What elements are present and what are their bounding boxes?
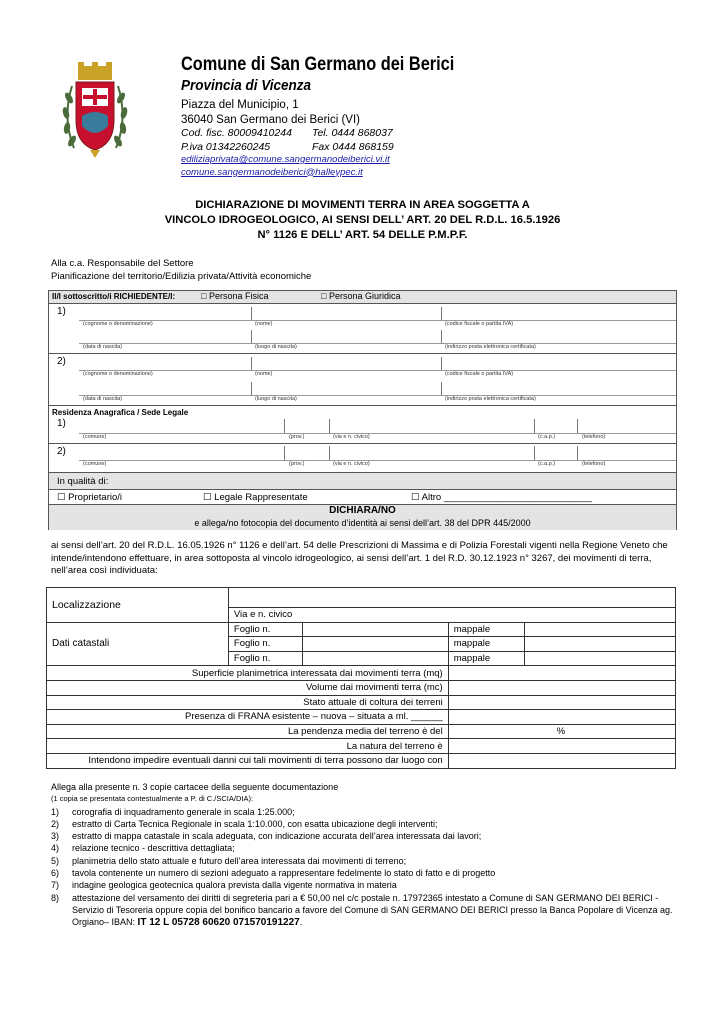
- coltura-label: Stato attuale di coltura dei terreni: [47, 695, 449, 710]
- field-telefono-1[interactable]: (telefono): [582, 434, 606, 440]
- recipient: [51, 258, 311, 283]
- list-item: 8) attestazione del versamento dei diritti di segreteria pari a € 50,00 nel c/c postale n. 17972365 intestato a Comune di SAN GERMANO DEI BERICI - Servizio di Tesoreria oppure copia del bonifico bancario a favore del Comune di SAN GERMANO DEI BERICI presso la Banca Popolare di Vicenza ag. Orgiano– IBAN: IT 12 L 05728 60620 071570191227.: [51, 892, 673, 929]
- email-link-1[interactable]: ediliziaprivata@comune.sangermanodeiberici.vi.it: [181, 154, 390, 165]
- superficie-input[interactable]: [448, 666, 675, 681]
- field-luogo-nascita-2[interactable]: (luogo di nascita): [255, 396, 297, 402]
- list-item: 5) planimetria dello stato attuale e futuro dell’area interessata dai movimenti di terreno;: [51, 855, 407, 866]
- localizzazione-label: Localizzazione: [47, 588, 229, 623]
- list-item: 1) corografia di inquadramento generale in scala 1:25.000;: [51, 806, 295, 817]
- cadastral-table: [46, 587, 676, 769]
- field-prov-1[interactable]: (prov.): [289, 434, 305, 440]
- field-pec-2[interactable]: (indirizzo posta elettronica certificata): [445, 396, 536, 402]
- comune-crest-icon: [60, 58, 130, 166]
- natura-input[interactable]: [448, 739, 675, 754]
- telefono: Tel. 0444 868037: [312, 127, 393, 139]
- proprietario-checkbox[interactable]: ☐ Proprietario/i: [57, 492, 123, 503]
- requester-form: [48, 290, 677, 530]
- field-cf-1[interactable]: (codice fiscale o partita IVA): [445, 321, 514, 327]
- dati-catastali-label: Dati catastali: [47, 622, 229, 666]
- partita-iva: P.iva 01342260245: [181, 140, 271, 153]
- field-comune-1[interactable]: (comune): [83, 434, 107, 440]
- attachments-sub: (1 copia se presentata contestualmente a P. di C./SCIA/DIA):: [51, 794, 254, 804]
- title-line-2: VINCOLO IDROGEOLOGICO, AI SENSI DELL’ ART. 20 DEL R.D.L. 16.5.1926: [164, 214, 561, 226]
- field-cap-1[interactable]: (c.a.p.): [538, 434, 556, 440]
- field-pec-1[interactable]: (indirizzo posta elettronica certificata): [445, 344, 536, 350]
- codice-fiscale: Cod. fisc. 80009410244: [181, 127, 292, 139]
- volume-input[interactable]: [448, 680, 675, 695]
- field-cf-2[interactable]: (codice fiscale o partita IVA): [445, 371, 514, 377]
- field-data-nascita-1[interactable]: (data di nascita): [83, 344, 123, 350]
- frana-input[interactable]: [448, 710, 675, 725]
- recipient-line-1: Alla c.a. Responsabile del Settore: [51, 258, 194, 269]
- email-link-2[interactable]: comune.sangermanodeiberici@halleypec.it: [181, 166, 363, 178]
- pendenza-label: La pendenza media del terreno è del: [47, 724, 449, 739]
- superficie-label: Superficie planimetrica interessata dai movimenti terra (mq): [47, 666, 449, 681]
- danni-input[interactable]: [448, 753, 675, 768]
- foglio-label-3: Foglio n.: [228, 651, 302, 666]
- field-luogo-nascita-1[interactable]: (luogo di nascita): [255, 344, 297, 350]
- address-line-1: Piazza del Municipio, 1: [181, 99, 299, 111]
- title-line-3: N° 1126 E DELL’ ART. 54 DELLE P.M.P.F.: [257, 229, 468, 241]
- document-title: [120, 198, 605, 243]
- field-cognome-2[interactable]: (cognome o denominazione): [83, 371, 153, 377]
- field-cap-2[interactable]: (c.a.p.): [538, 461, 556, 467]
- field-data-nascita-2[interactable]: (data di nascita): [83, 396, 123, 402]
- comune-name: Comune di San Germano dei Berici: [181, 54, 455, 75]
- pendenza-input[interactable]: [448, 724, 675, 739]
- recipient-line-2: Pianificazione del territorio/Edilizia privata/Attività economiche: [51, 270, 312, 282]
- localizzazione-input[interactable]: [228, 588, 675, 608]
- frana-label: Presenza di FRANA esistente – nuova – situata a ml. ______: [47, 710, 449, 725]
- field-nome-1[interactable]: (nome): [255, 321, 273, 327]
- mappale-label-3: mappale: [448, 651, 524, 666]
- danni-label: Intendono impedire eventuali danni cui tali movimenti di terra possono dar luogo con: [47, 753, 449, 768]
- allega-note: e allega/no fotocopia del documento d’identità ai sensi dell’art. 38 del DPR 445/2000: [194, 518, 531, 528]
- mappale-input-1[interactable]: [524, 622, 675, 637]
- field-telefono-2[interactable]: (telefono): [582, 461, 606, 467]
- iban-code: IT 12 L 05728 60620 071570191227: [137, 917, 300, 929]
- provincia-name: Provincia di Vicenza: [181, 77, 312, 94]
- residenza-1-number: 1): [57, 418, 66, 429]
- foglio-input-3[interactable]: [302, 651, 448, 666]
- foglio-input-2[interactable]: [302, 637, 448, 652]
- mappale-input-3[interactable]: [524, 651, 675, 666]
- field-via-2[interactable]: (via e n. civico): [333, 461, 370, 467]
- requester-label: Il/I sottoscritto/i RICHIEDENTE/I:: [52, 292, 176, 301]
- qualita-label: In qualità di:: [57, 476, 109, 487]
- foglio-label-1: Foglio n.: [228, 622, 302, 637]
- foglio-input-1[interactable]: [302, 622, 448, 637]
- natura-label: La natura del terreno è: [47, 739, 449, 754]
- person-2-number: 2): [57, 356, 66, 367]
- mappale-label-2: mappale: [448, 637, 524, 652]
- field-cognome-1[interactable]: (cognome o denominazione): [83, 321, 153, 327]
- legale-rappresentante-checkbox[interactable]: ☐ Legale Rappresentate: [203, 492, 308, 503]
- via-civico-input[interactable]: [228, 608, 675, 623]
- fax: Fax 0444 868159: [312, 140, 394, 153]
- altro-checkbox[interactable]: ☐ Altro ____________________________: [411, 492, 592, 503]
- field-nome-2[interactable]: (nome): [255, 371, 273, 377]
- foglio-label-2: Foglio n.: [228, 637, 302, 652]
- title-line-1: DICHIARAZIONE DI MOVIMENTI TERRA IN AREA SOGGETTA A: [195, 199, 530, 211]
- persona-giuridica-option[interactable]: □ Persona Giuridica: [321, 291, 401, 301]
- coltura-input[interactable]: [448, 695, 675, 710]
- via-civico-label: Via e n. civico: [233, 609, 293, 621]
- person-1-number: 1): [57, 306, 66, 317]
- mappale-label-1: mappale: [448, 622, 524, 637]
- field-via-1[interactable]: (via e n. civico): [333, 434, 370, 440]
- attachments-section: [51, 781, 679, 930]
- volume-label: Volume dai movimenti terra (mc): [47, 680, 449, 695]
- attachments-list: [51, 806, 679, 930]
- list-item: 3) estratto di mappa catastale in scala adeguata, con indicazione accurata dell’area interessata dai lavori;: [51, 831, 482, 842]
- persona-fisica-option[interactable]: □ Persona Fisica: [201, 291, 269, 301]
- percent-sign: %: [556, 726, 566, 738]
- dichiara-heading: DICHIARA/NO: [329, 505, 396, 516]
- list-item: 7) indagine geologica geotecnica qualora prevista dalla vigente normativa in materia: [51, 880, 397, 891]
- attachments-intro: Allega alla presente n. 3 copie cartacee della seguente documentazione: [51, 782, 339, 792]
- letterhead: [181, 54, 681, 179]
- field-comune-2[interactable]: (comune): [83, 461, 107, 467]
- residenza-2-number: 2): [57, 446, 66, 457]
- list-item: 4) relazione tecnico - descrittiva dettagliata;: [51, 843, 235, 854]
- declaration-text: ai sensi dell’art. 20 del R.D.L. 16.05.1926 n° 1126 e dell’art. 54 delle Prescrizioni di Massima e di Polizia Forestali vigenti nella Regione Veneto che intende/intendono effettuare, in area sottoposta al vincolo idrogeologico, ai sensi dell’art. 1 del R.D. 30.12.1923 n° 3267, dei movimenti di terra, nell’area così individuata:: [51, 540, 668, 576]
- list-item: 2) estratto di Carta Tecnica Regionale in scala 1:10.000, con esatta ubicazione degli interventi;: [51, 818, 438, 829]
- address-line-2: 36040 San Germano dei Berici (VI): [181, 114, 360, 126]
- residenza-label: Residenza Anagrafica / Sede Legale: [52, 408, 189, 417]
- list-item: 6) tavola contenente un numero di sezioni adeguato a rappresentare fedelmente lo stato di fatto e di progetto: [51, 868, 496, 879]
- field-prov-2[interactable]: (prov.): [289, 461, 305, 467]
- mappale-input-2[interactable]: [524, 637, 675, 652]
